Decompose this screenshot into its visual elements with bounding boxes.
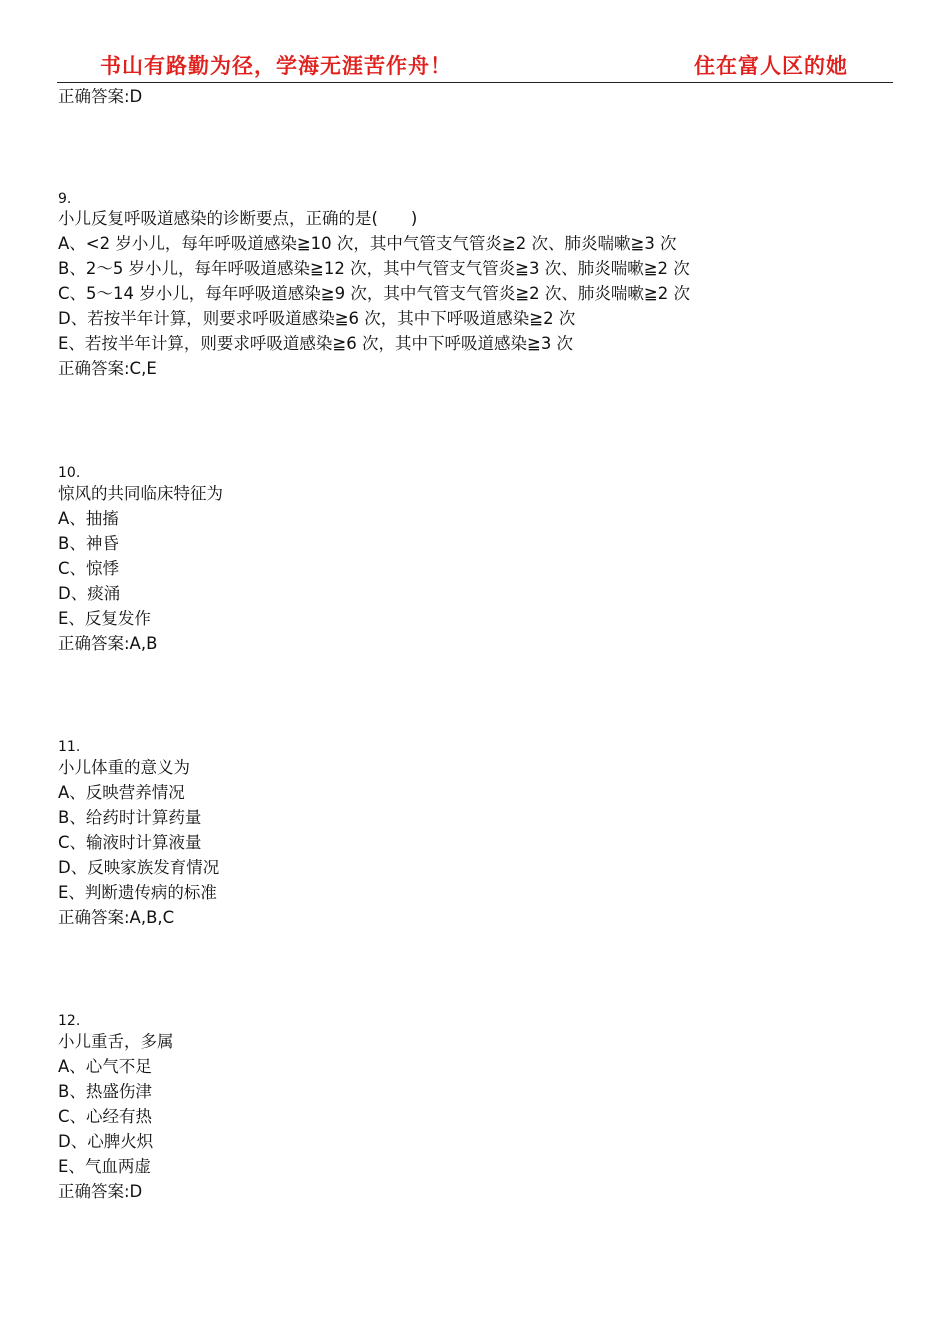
question-number: 10. [58,465,81,481]
correct-answer: 正确答案:C,E [58,359,157,378]
option-e: E、气血两虚 [58,1157,151,1176]
option-a: A、抽搐 [58,509,119,528]
option-c: C、5～14 岁小儿，每年呼吸道感染≧9 次，其中气管支气管炎≧2 次、肺炎喘嗽≧2 次 [58,284,690,303]
header-divider [57,82,893,83]
correct-answer: 正确答案:D [58,1182,143,1201]
option-d: D、若按半年计算，则要求呼吸道感染≧6 次，其中下呼吸道感染≧2 次 [58,309,576,328]
previous-answer: 正确答案:D [58,87,143,106]
option-d: D、痰涌 [58,584,121,603]
header-tagline: 住在富人区的她 [694,53,848,78]
option-e: E、判断遗传病的标准 [58,883,217,902]
option-b: B、神昏 [58,534,119,553]
question-number: 9. [58,191,72,207]
option-d: D、心脾火炽 [58,1132,154,1151]
option-c: C、惊悸 [58,559,120,578]
correct-answer: 正确答案:A,B,C [58,908,175,927]
option-e: E、若按半年计算，则要求呼吸道感染≧6 次，其中下呼吸道感染≧3 次 [58,334,574,353]
page-header [0,0,950,84]
header-motto: 书山有路勤为径，学海无涯苦作舟！ [100,53,452,78]
option-c: C、心经有热 [58,1107,153,1126]
question-number: 12. [58,1013,81,1029]
question-stem: 惊风的共同临床特征为 [58,484,223,503]
option-c: C、输液时计算液量 [58,833,202,852]
option-b: B、热盛伤津 [58,1082,152,1101]
option-b: B、2～5 岁小儿，每年呼吸道感染≧12 次，其中气管支气管炎≧3 次、肺炎喘嗽≧2 次 [58,259,690,278]
option-a: A、心气不足 [58,1057,152,1076]
option-a: A、反映营养情况 [58,783,185,802]
option-d: D、反映家族发育情况 [58,858,220,877]
question-stem: 小儿重舌，多属 [58,1032,174,1051]
question-stem: 小儿体重的意义为 [58,758,190,777]
question-number: 11. [58,739,81,755]
option-a: A、<2 岁小儿，每年呼吸道感染≧10 次，其中气管支气管炎≧2 次、肺炎喘嗽≧3 次 [58,234,677,253]
question-stem: 小儿反复呼吸道感染的诊断要点，正确的是( ) [58,209,418,228]
correct-answer: 正确答案:A,B [58,634,158,653]
option-e: E、反复发作 [58,609,151,628]
option-b: B、给药时计算药量 [58,808,202,827]
